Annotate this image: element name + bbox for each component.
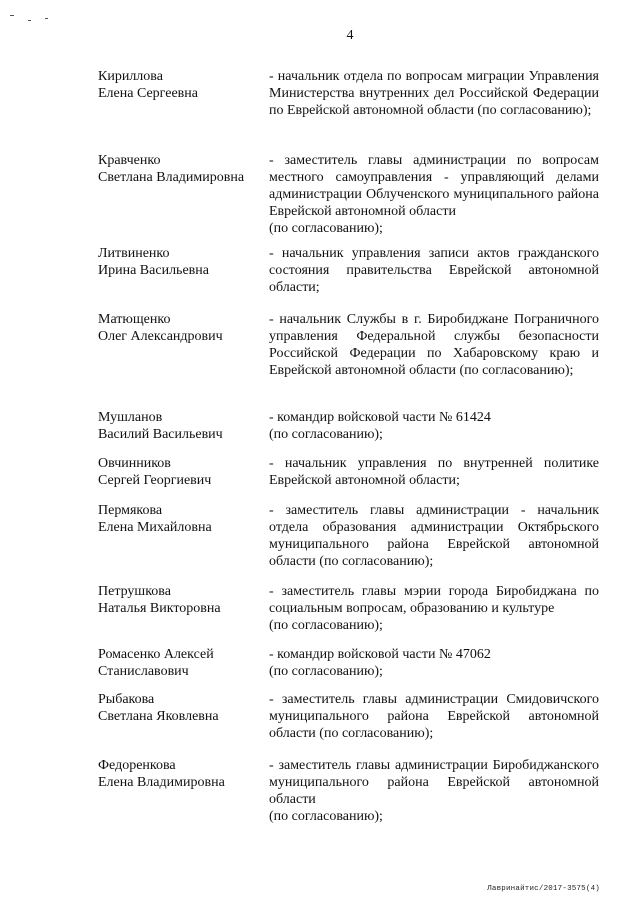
first-names: Сергей Георгиевич — [98, 473, 212, 488]
person-name — [98, 311, 268, 345]
person-name — [98, 757, 268, 791]
last-name: Литвиненко — [98, 246, 170, 261]
first-names: Наталья Викторовна — [98, 601, 221, 616]
last-name: Ромасенко Алексей — [98, 647, 214, 662]
person-name — [98, 245, 268, 279]
scan-mark — [10, 15, 14, 16]
first-names: Олег Александрович — [98, 329, 223, 344]
first-names: Василий Васильевич — [98, 427, 223, 442]
last-name: Рыбакова — [98, 692, 155, 707]
person-name — [98, 455, 268, 489]
last-name: Кириллова — [98, 69, 163, 84]
first-names: Станиславович — [98, 664, 189, 679]
last-name: Петрушкова — [98, 584, 171, 599]
first-names: Елена Михайловна — [98, 520, 212, 535]
position-description: - заместитель главы мэрии города Биробиджана по социальным вопросам, образованию и культуре (по согласованию); — [269, 584, 599, 633]
first-names: Ирина Васильевна — [98, 263, 209, 278]
last-name: Матющенко — [98, 312, 171, 327]
last-name: Мушланов — [98, 410, 163, 425]
person-name — [98, 691, 268, 725]
first-names: Светлана Яковлевна — [98, 709, 219, 724]
scan-mark — [28, 20, 31, 21]
last-name: Кравченко — [98, 153, 161, 168]
first-names: Светлана Владимировна — [98, 170, 245, 185]
first-names: Елена Сергеевна — [98, 86, 198, 101]
person-name — [98, 502, 268, 536]
first-names: Елена Владимировна — [98, 775, 225, 790]
document-footer-code: Лавринайтис/2017-3575(4) — [487, 885, 600, 893]
position-description: - начальник управления записи актов гражданского состояния правительства Еврейской автономной области; — [269, 246, 599, 295]
page-number: 4 — [346, 28, 354, 43]
person-name — [98, 409, 268, 443]
person-name — [98, 152, 268, 186]
person-name — [98, 68, 268, 102]
position-description: - начальник отдела по вопросам миграции Управления Министерства внутренних дел Российской Федерации по Еврейской автономной области (по согласованию); — [269, 69, 599, 118]
position-description: - начальник Службы в г. Биробиджане Пограничного управления Федеральной службы безопасности Российской Федерации по Хабаровскому краю и Еврейской автономной области (по согласованию); — [269, 312, 599, 378]
position-description: - командир войсковой части № 61424 (по согласованию); — [269, 410, 491, 442]
person-name — [98, 646, 268, 680]
last-name: Пермякова — [98, 503, 163, 518]
position-description: - заместитель главы администрации - начальник отдела образования администрации Октябрьского муниципального района Еврейской автономной области (по согласованию); — [269, 503, 599, 569]
person-name — [98, 583, 268, 617]
last-name: Федоренкова — [98, 758, 176, 773]
last-name: Овчинников — [98, 456, 171, 471]
position-description: - начальник управления по внутренней политике Еврейской автономной области; — [269, 456, 599, 488]
position-description: - заместитель главы администрации Смидовичского муниципального района Еврейской автономной области (по согласованию); — [269, 692, 599, 741]
position-description: - заместитель главы администрации по вопросам местного самоуправления - управляющий делами администрации Облученского муниципального района Еврейской автономной области (по согласованию); — [269, 153, 599, 236]
position-description: - командир войсковой части № 47062 (по согласованию); — [269, 647, 491, 679]
position-description: - заместитель главы администрации Биробиджанского муниципального района Еврейской автономной области (по согласованию); — [269, 758, 599, 824]
scan-mark — [45, 18, 48, 19]
